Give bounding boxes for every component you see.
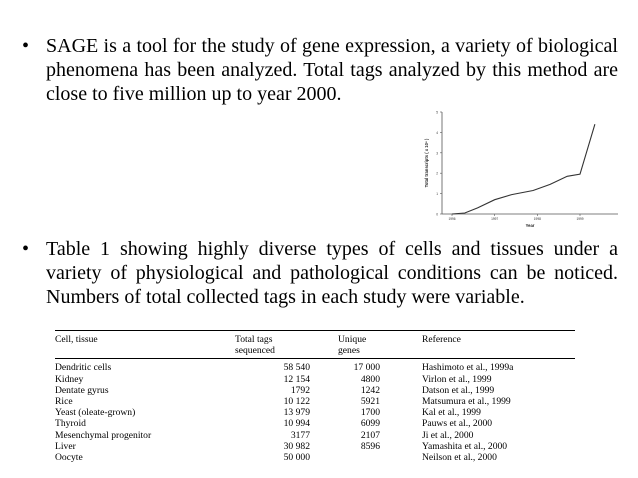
bullet-dot: • [22, 238, 30, 260]
table-cell-total-tags: 58 540 [283, 362, 310, 374]
table-cell-total-tags: 10 994 [283, 418, 310, 430]
table-cell-total-tags: 50 000 [283, 452, 310, 464]
table-cell-total-tags: 12 154 [283, 373, 310, 385]
header-cell-total-tags: Total tags sequenced [235, 334, 275, 357]
table-row [55, 441, 575, 452]
table-cell-reference: Neilson et al., 2000 [422, 452, 497, 464]
series-line [452, 124, 595, 214]
table-cell-reference: Ji et al., 2000 [422, 429, 474, 441]
table-cell-reference: Kal et al., 1999 [422, 407, 481, 419]
bullet-text: SAGE is a tool for the study of gene expression, a variety of biological phenomena has been analyzed. Total tags analyzed by this method are close to five million up to year 2000. [46, 35, 618, 105]
table-cell-total-tags: 3177 [290, 429, 310, 441]
y-tick-label: 2 [436, 171, 438, 176]
table-cell-cell-tissue: Thyroid [55, 418, 86, 430]
table-row [55, 418, 575, 429]
bullet-dot: • [22, 35, 30, 57]
table-cell-unique-genes: 8596 [360, 440, 380, 452]
bullet-sage-tool [22, 34, 618, 106]
bullet-text: Table 1 showing highly diverse types of cells and tissues under a variety of physiological and pathological conditions can be noticed. Numbers of total collected tags in each study were variable. [46, 238, 618, 308]
table-cell-total-tags: 1792 [290, 384, 310, 396]
transcripts-line-chart [418, 106, 626, 236]
y-tick-label: 1 [436, 192, 438, 197]
table-row [55, 396, 575, 407]
table-cell-reference: Virlon et al., 1999 [422, 373, 492, 385]
table-cell-reference: Matsumura et al., 1999 [422, 396, 511, 408]
table-cell-reference: Pauws et al., 2000 [422, 418, 493, 430]
table-cell-cell-tissue: Yeast (oleate-grown) [55, 407, 136, 419]
header-cell-tissue: Cell, tissue [55, 334, 98, 345]
table-cell-total-tags: 10 122 [283, 396, 310, 408]
header-cell-reference: Reference [422, 334, 461, 345]
table-cell-unique-genes: 4800 [360, 373, 380, 385]
table-cell-cell-tissue: Rice [55, 396, 73, 408]
table-row [55, 385, 575, 396]
table-row [55, 362, 575, 373]
table-cell-unique-genes [310, 452, 380, 463]
table-cell-unique-genes: 1700 [360, 407, 380, 419]
table-cell-unique-genes: 2107 [360, 429, 380, 441]
table-cell-cell-tissue: Liver [55, 440, 76, 452]
y-tick-label: 4 [436, 130, 438, 135]
y-axis-label: Total transcripts ( x 10⁶ ) [424, 138, 429, 188]
table-cell-unique-genes: 17 000 [353, 362, 380, 374]
table-cell-total-tags: 13 979 [283, 407, 310, 419]
table-cell-reference: Yamashita et al., 2000 [422, 440, 508, 452]
table-cell-cell-tissue: Dentate gyrus [55, 384, 109, 396]
table-cell-cell-tissue: Oocyte [55, 452, 83, 464]
table-cell-unique-genes: 1242 [360, 384, 380, 396]
table-cell-cell-tissue: Dendritic cells [55, 362, 112, 374]
table-cell-cell-tissue: Kidney [55, 373, 84, 385]
table-row [55, 430, 575, 441]
sage-studies-table [55, 330, 575, 463]
x-tick-label: 1998 [533, 217, 541, 221]
table-body [55, 359, 575, 463]
bullet-table-description [22, 237, 618, 327]
table-row [55, 374, 575, 385]
table-cell-unique-genes: 5921 [360, 396, 380, 408]
table-cell-cell-tissue: Mesenchymal progenitor [55, 429, 152, 441]
table-cell-total-tags: 30 982 [283, 440, 310, 452]
table-cell-reference: Datson et al., 1999 [422, 384, 495, 396]
table-header-row [55, 331, 575, 358]
y-tick-label: 0 [436, 212, 438, 217]
y-tick-label: 3 [436, 151, 438, 156]
x-tick-label: 1996 [448, 217, 456, 221]
table-cell-unique-genes: 6099 [360, 418, 380, 430]
table-row [55, 452, 575, 463]
table-cell-reference: Hashimoto et al., 1999a [422, 362, 514, 374]
x-tick-label: 1997 [491, 217, 499, 221]
table-row [55, 407, 575, 418]
header-cell-unique-genes: Unique genes [338, 334, 367, 357]
x-tick-label: 1999 [576, 217, 584, 221]
y-tick-label: 5 [436, 110, 438, 115]
x-axis-label: Year [525, 223, 535, 228]
